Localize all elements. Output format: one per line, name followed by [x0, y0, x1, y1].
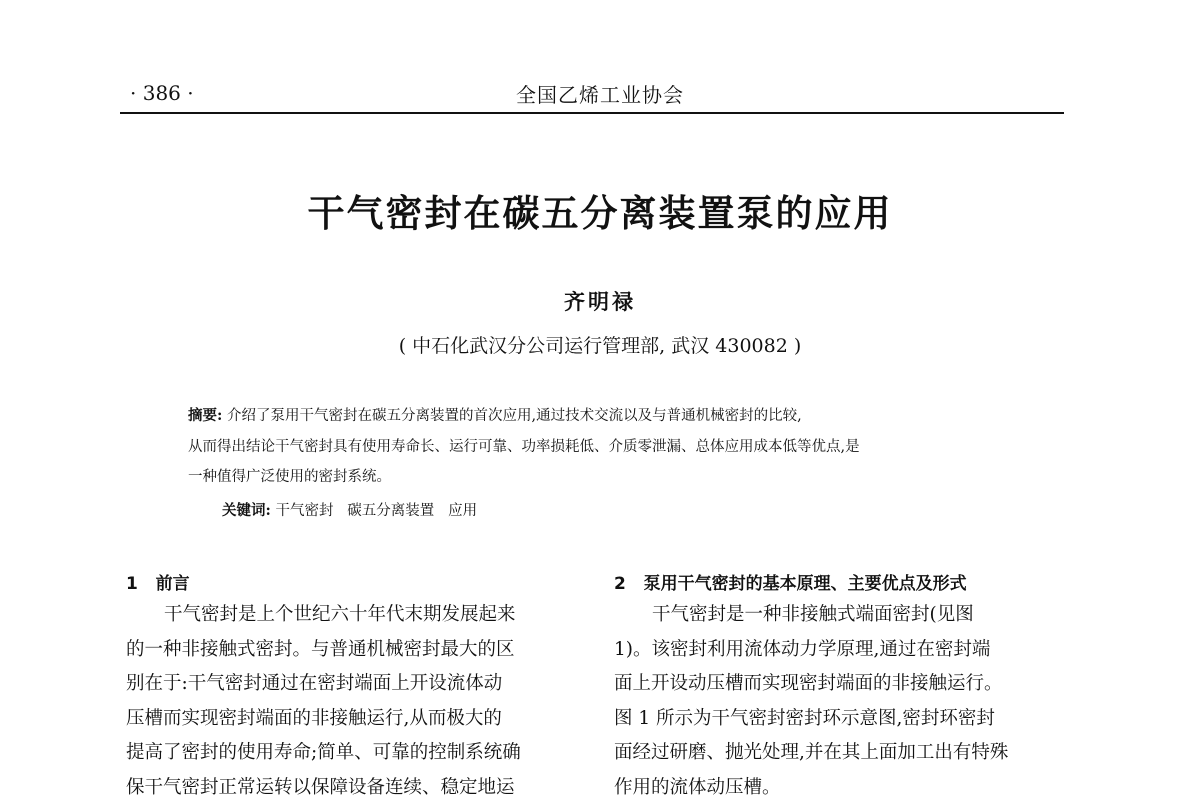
keywords [222, 499, 477, 520]
keywords-text: 干气密封 碳五分离装置 应用 [275, 503, 478, 519]
abstract [188, 401, 1008, 493]
abstract-line-2: 从而得出结论干气密封具有使用寿命长、运行可靠、功率损耗低、介质零泄漏、总体应用成本低等优点,是 [188, 438, 860, 455]
paragraph-line: 提高了密封的使用寿命;简单、可靠的控制系统确 [126, 742, 521, 763]
abstract-line-1 [188, 401, 1008, 432]
paragraph-line: 面上开设动压槽而实现密封端面的非接触运行。 [614, 673, 1003, 694]
abstract-label: 摘要: [188, 407, 223, 424]
author-affiliation: ( 中石化武汉分公司运行管理部, 武汉 430082 ) [398, 335, 802, 357]
keywords-label: 关键词: [222, 502, 271, 519]
section-2-heading: 2 泵用干气密封的基本原理、主要优点及形式 [614, 574, 967, 594]
section-2-body [614, 598, 1074, 805]
paragraph-line: 保干气密封正常运转以保障设备连续、稳定地运 [126, 776, 515, 798]
section-1-body [126, 598, 586, 805]
paragraph-line: 1)。该密封利用流体动力学原理,通过在密封端 [614, 638, 991, 660]
page-number: · 386 · [130, 81, 194, 105]
paragraph-line: 压槽而实现密封端面的非接触运行,从而极大的 [126, 707, 502, 729]
abstract-text: 介绍了泵用干气密封在碳五分离装置的首次应用,通过技术交流以及与普通机械密封的比较, [226, 408, 802, 424]
paragraph-line: 的一种非接触式密封。与普通机械密封最大的区 [126, 638, 515, 660]
paragraph-line: 面经过研磨、抛光处理,并在其上面加工出有特殊 [614, 742, 1009, 763]
paper-title: 干气密封在碳五分离装置泵的应用 [307, 192, 893, 235]
paragraph-line: 作用的流体动压槽。 [614, 776, 781, 798]
abstract-line-3: 一种值得广泛使用的密封系统。 [188, 469, 391, 485]
paragraph-line: 干气密封是上个世纪六十年代末期发展起来 [164, 604, 516, 625]
section-1-heading: 1 前言 [126, 574, 190, 594]
paragraph-line: 图 1 所示为干气密封密封环示意图,密封环密封 [614, 707, 995, 729]
author-name: 齐明禄 [564, 289, 636, 314]
running-header: 全国乙烯工业协会 [516, 83, 684, 107]
header-rule [120, 112, 1064, 114]
paragraph-line: 干气密封是一种非接触式端面密封(见图 [652, 604, 974, 625]
paragraph-line: 别在于:干气密封通过在密封端面上开设流体动 [126, 673, 503, 694]
